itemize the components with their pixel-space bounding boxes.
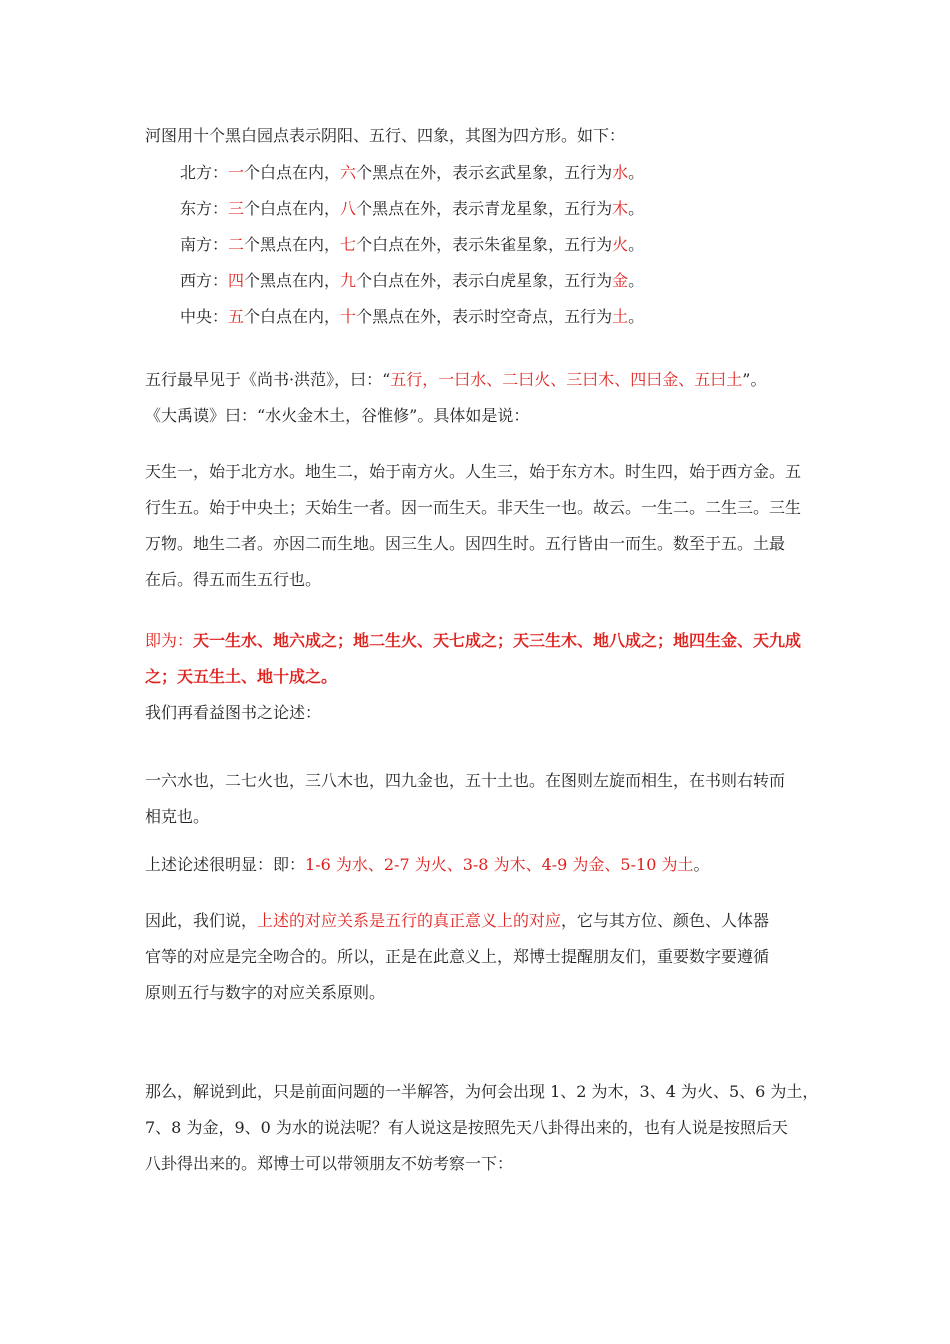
text-span: 。 xyxy=(628,235,645,254)
highlighted-text: 十 xyxy=(340,307,357,326)
text-span: 五行最早见于《尚书·洪范》，曰：“ xyxy=(145,370,391,389)
text-line xyxy=(145,1110,815,1146)
text-span: 在后。得五而生五行也。 xyxy=(145,570,322,589)
text-span: 7、8 为金，9、0 为水的说法呢？有人说这是按照先天八卦得出来的，也有人说是按照后天 xyxy=(145,1118,788,1137)
paragraph xyxy=(145,118,815,154)
highlighted-text: 八 xyxy=(340,199,357,218)
text-line xyxy=(145,398,815,434)
text-span: 行生五。始于中央土；天始生一者。因一而生天。非天生一也。故云。一生二。二生三。三生 xyxy=(145,498,802,517)
text-line xyxy=(145,903,815,939)
text-line xyxy=(145,362,815,398)
paragraph xyxy=(145,903,815,1011)
text-line xyxy=(145,659,815,695)
text-line xyxy=(145,939,815,975)
highlighted-text: 九 xyxy=(340,271,357,290)
paragraph xyxy=(145,847,815,883)
paragraph xyxy=(145,454,815,598)
text-span: 那么，解说到此，只是前面问题的一半解答，为何会出现 1、2 为木，3、4 为火、5、6 为土， xyxy=(145,1082,819,1101)
text-line xyxy=(145,763,815,799)
text-span: 。 xyxy=(693,855,710,874)
paragraph xyxy=(145,1074,819,1182)
text-line xyxy=(145,454,815,490)
text-line xyxy=(145,562,815,598)
highlighted-text: 三 xyxy=(228,199,245,218)
text-line xyxy=(145,695,815,731)
text-line xyxy=(145,118,815,154)
text-span: 中央： xyxy=(180,307,229,326)
text-span: 东方： xyxy=(180,199,229,218)
paragraph xyxy=(145,155,850,335)
text-line xyxy=(180,155,850,191)
text-span: 相克也。 xyxy=(145,807,210,826)
text-span: 西方： xyxy=(180,271,229,290)
highlighted-text: 火 xyxy=(612,235,629,254)
text-line xyxy=(145,623,815,659)
text-line xyxy=(180,299,850,335)
text-span: ”。 xyxy=(742,370,767,389)
highlighted-text: 五行，一曰水、二曰火、三曰木、四曰金、五曰土 xyxy=(390,370,743,389)
text-span: 个黑点在外，表示青龙星象，五行为 xyxy=(356,199,613,218)
text-span: 一六水也，二七火也，三八木也，四九金也，五十土也。在图则左旋而相生，在书则右转而 xyxy=(145,771,786,790)
text-span: 北方： xyxy=(180,163,229,182)
text-span: 天生一，始于北方水。地生二，始于南方火。人生三，始于东方木。时生四，始于西方金。五 xyxy=(145,462,802,481)
highlighted-text: 上述的对应关系是五行的真正意义上的对应 xyxy=(257,911,562,930)
text-line xyxy=(145,799,815,835)
paragraph xyxy=(145,763,815,835)
text-span: 个黑点在外，表示时空奇点，五行为 xyxy=(356,307,613,326)
text-span: 。 xyxy=(628,271,645,290)
highlighted-text: 之；天五生土、地十成之。 xyxy=(145,667,338,686)
text-span: 个白点在外，表示白虎星象，五行为 xyxy=(356,271,613,290)
text-span: 河图用十个黑白园点表示阴阳、五行、四象，其图为四方形。如下： xyxy=(145,126,626,145)
highlighted-text: 七 xyxy=(340,235,357,254)
text-span: 原则五行与数字的对应关系原则。 xyxy=(145,983,386,1002)
text-span: 个白点在外，表示朱雀星象，五行为 xyxy=(356,235,613,254)
text-span: 个白点在内， xyxy=(244,199,341,218)
text-line xyxy=(145,490,815,526)
text-span: 。 xyxy=(628,199,645,218)
text-span: 南方： xyxy=(180,235,229,254)
highlighted-text: 木 xyxy=(612,199,629,218)
highlighted-text: 1-6 为水、2-7 为火、3-8 为木、4-9 为金、5-10 为土 xyxy=(305,855,694,874)
highlighted-text: 六 xyxy=(340,163,357,182)
text-line xyxy=(180,191,850,227)
text-span: 。 xyxy=(628,307,645,326)
text-line xyxy=(180,263,850,299)
highlighted-text: 五 xyxy=(228,307,245,326)
text-line xyxy=(145,1146,815,1182)
text-span: ，它与其方位、颜色、人体器 xyxy=(561,911,770,930)
text-line xyxy=(145,526,815,562)
text-span: 八卦得出来的。郑博士可以带领朋友不妨考察一下： xyxy=(145,1154,514,1173)
text-span: 个黑点在内， xyxy=(244,235,341,254)
highlighted-text: 二 xyxy=(228,235,245,254)
text-line xyxy=(145,975,815,1011)
highlighted-text: 水 xyxy=(612,163,629,182)
text-line xyxy=(180,227,850,263)
text-span: 个黑点在内， xyxy=(244,271,341,290)
text-line xyxy=(145,1074,819,1110)
highlighted-text: 即为： xyxy=(145,631,194,650)
paragraph xyxy=(145,623,815,731)
text-span: 我们再看益图书之论述： xyxy=(145,703,322,722)
text-span: 上述论述很明显：即： xyxy=(145,855,306,874)
highlighted-text: 天一生水、地六成之；地二生火、天七成之；天三生木、地八成之；地四生金、天九成 xyxy=(193,631,802,650)
text-span: 万物。地生二者。亦因二而生地。因三生人。因四生时。五行皆由一而生。数至于五。土最 xyxy=(145,534,786,553)
text-span: 个黑点在外，表示玄武星象，五行为 xyxy=(356,163,613,182)
text-span: 因此，我们说， xyxy=(145,911,258,930)
highlighted-text: 一 xyxy=(228,163,245,182)
text-span: 个白点在内， xyxy=(244,307,341,326)
paragraph xyxy=(145,362,815,434)
text-span: 《大禹谟》曰：“水火金木土，谷惟修”。具体如是说： xyxy=(145,406,530,425)
highlighted-text: 四 xyxy=(228,271,245,290)
highlighted-text: 土 xyxy=(612,307,629,326)
highlighted-text: 金 xyxy=(612,271,629,290)
text-span: 个白点在内， xyxy=(244,163,341,182)
text-span: 。 xyxy=(628,163,645,182)
text-line xyxy=(145,847,815,883)
text-span: 官等的对应是完全吻合的。所以，正是在此意义上，郑博士提醒朋友们，重要数字要遵循 xyxy=(145,947,770,966)
